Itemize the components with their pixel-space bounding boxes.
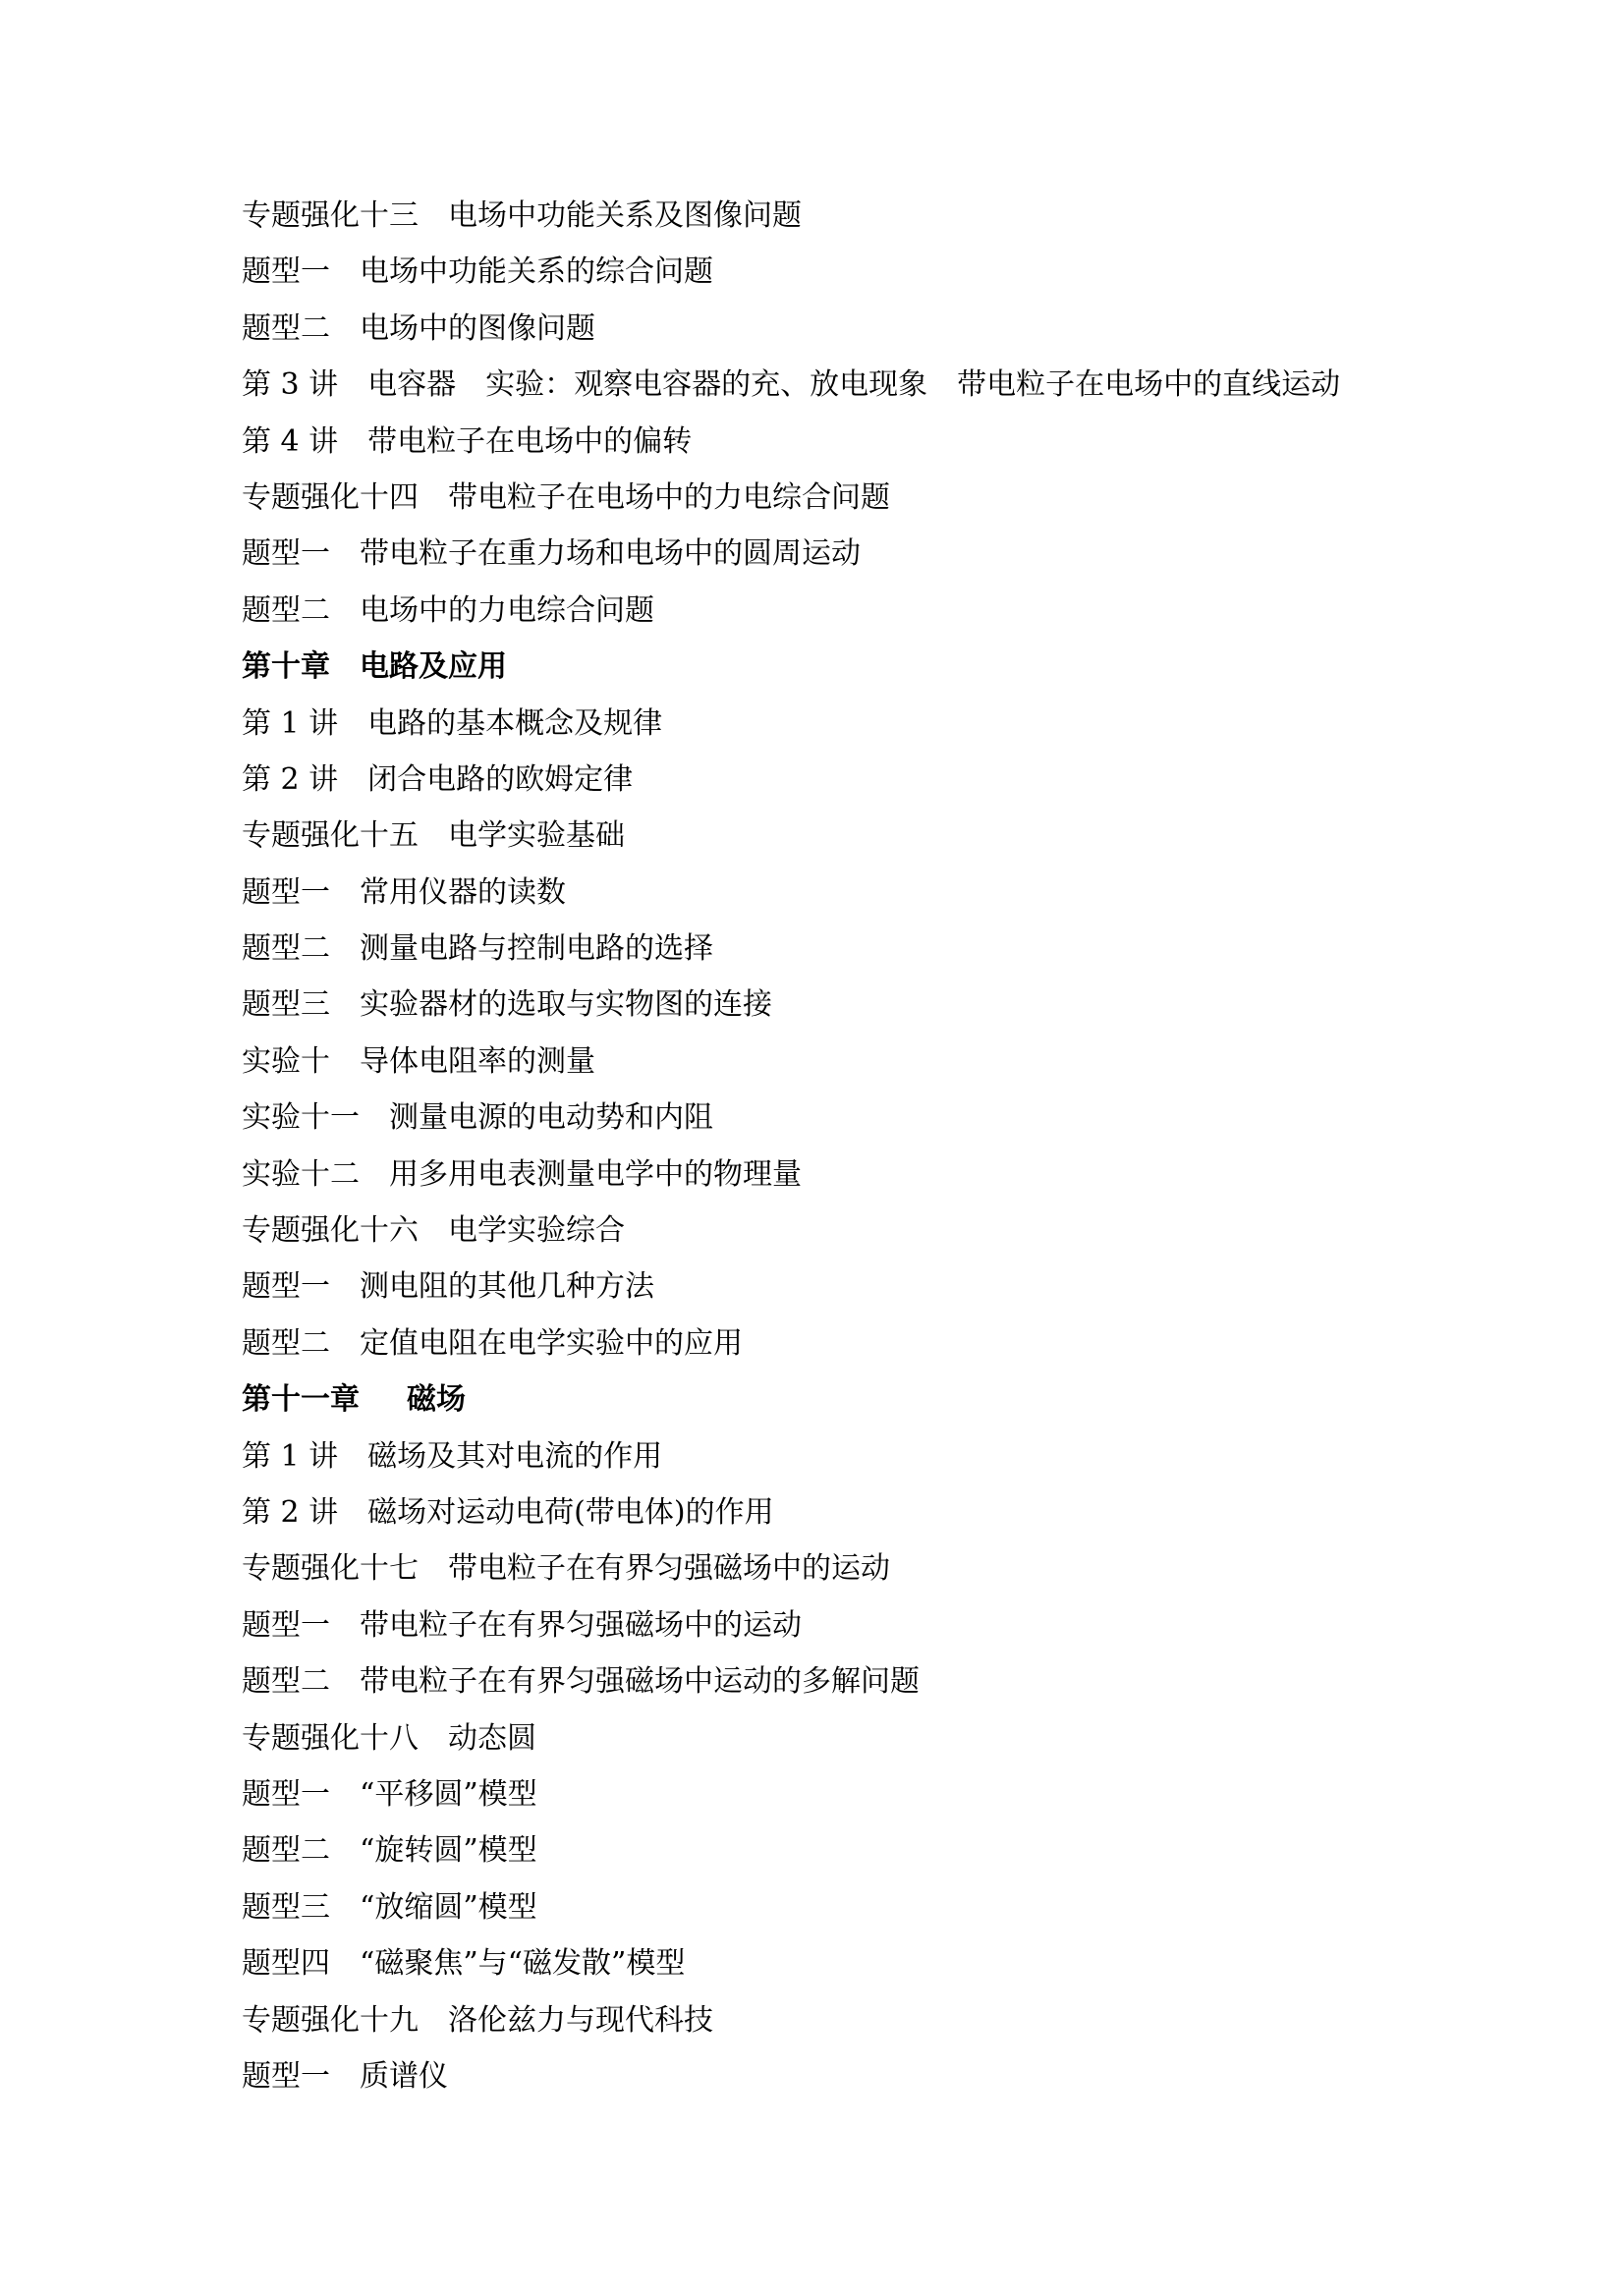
- toc-entry-label: 题型一: [242, 1269, 330, 1305]
- toc-entry: [242, 470, 1519, 526]
- toc-entry: [242, 1316, 1519, 1372]
- toc-entry: [242, 526, 1519, 582]
- toc-entry: [242, 1822, 1519, 1878]
- toc-entry: [242, 357, 1519, 413]
- toc-entry-label: 题型二: [242, 592, 330, 628]
- toc-entry-label: 题型二: [242, 1664, 330, 1700]
- toc-entry: [242, 1597, 1519, 1653]
- toc-entry: [242, 1540, 1519, 1596]
- toc-entry-title: 带电粒子在电场中的力电综合问题: [448, 479, 890, 515]
- toc-entry-title: 磁场: [407, 1382, 466, 1418]
- toc-entry-title: 磁场及其对电流的作用: [367, 1438, 663, 1474]
- toc-entry-title: 洛伦兹力与现代科技: [448, 2002, 713, 2038]
- toc-entry-label: 专题强化十三: [242, 198, 419, 233]
- toc-entry-label: 第 4 讲: [242, 423, 339, 459]
- toc-entry-label: 题型一: [242, 254, 330, 290]
- toc-entry-title: 电场中功能关系的综合问题: [360, 254, 713, 290]
- toc-entry-title: 电场中功能关系及图像问题: [448, 198, 802, 233]
- toc-entry-label: 题型一: [242, 874, 330, 910]
- toc-entry-title: 导体电阻率的测量: [360, 1043, 595, 1079]
- toc-entry-title: 磁场对运动电荷(带电体)的作用: [367, 1494, 774, 1530]
- toc-entry: [242, 921, 1519, 977]
- toc-entry-title: 电学实验综合: [448, 1213, 625, 1249]
- toc-entry-label: 第 3 讲: [242, 367, 339, 403]
- toc-entry: [242, 1653, 1519, 1709]
- toc-entry: [242, 865, 1519, 921]
- toc-entry-title: 电容器 实验：观察电容器的充、放电现象 带电粒子在电场中的直线运动: [367, 367, 1341, 403]
- toc-entry-label: 专题强化十六: [242, 1213, 419, 1249]
- toc-entry-label: 题型二: [242, 931, 330, 967]
- toc-entry: [242, 1259, 1519, 1315]
- toc-entry-label: 专题强化十九: [242, 2002, 419, 2038]
- toc-entry: [242, 301, 1519, 357]
- toc-entry: [242, 2048, 1519, 2104]
- toc-chapter-heading: [242, 639, 1519, 695]
- toc-entry-label: 题型二: [242, 1833, 330, 1869]
- toc-entry-label: 题型一: [242, 2058, 330, 2094]
- toc-entry: [242, 1992, 1519, 2048]
- toc-entry-title: 电学实验基础: [448, 818, 625, 854]
- toc-entry: [242, 1090, 1519, 1146]
- toc-entry-title: 带电粒子在有界匀强磁场中的运动: [360, 1607, 802, 1643]
- toc-entry-label: 第 1 讲: [242, 1438, 339, 1474]
- toc-entry-label: 实验十一: [242, 1100, 360, 1136]
- toc-entry-label: 题型二: [242, 310, 330, 346]
- toc-entry: [242, 977, 1519, 1033]
- toc-entry-title: 用多用电表测量电学中的物理量: [389, 1156, 802, 1192]
- toc-entry-title: “旋转圆”模型: [360, 1833, 537, 1869]
- toc-entry-title: 带电粒子在电场中的偏转: [367, 423, 693, 459]
- toc-entry: [242, 1879, 1519, 1935]
- toc-entry-label: 实验十二: [242, 1156, 360, 1192]
- toc-entry-title: 动态圆: [448, 1720, 536, 1756]
- toc-entry-title: 常用仪器的读数: [360, 874, 566, 910]
- toc-entry: [242, 1203, 1519, 1259]
- toc-entry-title: 闭合电路的欧姆定律: [367, 761, 634, 797]
- toc-entry-label: 题型一: [242, 1776, 330, 1812]
- toc-entry-label: 题型三: [242, 987, 330, 1023]
- table-of-contents: [242, 188, 1519, 2104]
- toc-entry: [242, 752, 1519, 808]
- toc-entry-label: 题型三: [242, 1889, 330, 1925]
- toc-entry: [242, 1147, 1519, 1203]
- toc-entry-title: “磁聚焦”与“磁发散”模型: [360, 1946, 686, 1982]
- toc-entry: [242, 1935, 1519, 1991]
- toc-entry-title: 质谱仪: [360, 2058, 448, 2094]
- toc-entry-title: “平移圆”模型: [360, 1776, 537, 1812]
- toc-entry-title: 电路及应用: [360, 649, 507, 685]
- toc-entry-label: 专题强化十四: [242, 479, 419, 515]
- toc-entry-title: 测量电路与控制电路的选择: [360, 931, 713, 967]
- toc-entry-title: 电场中的图像问题: [360, 310, 595, 346]
- toc-entry-label: 第十一章: [242, 1382, 360, 1418]
- toc-entry-title: 实验器材的选取与实物图的连接: [360, 987, 772, 1023]
- toc-entry-label: 专题强化十八: [242, 1720, 419, 1756]
- toc-entry-label: 题型二: [242, 1325, 330, 1361]
- toc-entry-label: 专题强化十七: [242, 1551, 419, 1587]
- toc-entry: [242, 696, 1519, 752]
- toc-entry: [242, 583, 1519, 639]
- toc-entry-label: 第 2 讲: [242, 761, 339, 797]
- toc-entry-title: 定值电阻在电学实验中的应用: [360, 1325, 743, 1361]
- toc-entry: [242, 1484, 1519, 1540]
- toc-entry-label: 题型一: [242, 536, 330, 572]
- toc-entry-label: 题型一: [242, 1607, 330, 1643]
- toc-entry-title: 电路的基本概念及规律: [367, 705, 663, 741]
- toc-entry-label: 第 1 讲: [242, 705, 339, 741]
- toc-entry: [242, 244, 1519, 300]
- toc-entry: [242, 1710, 1519, 1766]
- toc-chapter-heading: [242, 1372, 1519, 1428]
- toc-entry: [242, 1034, 1519, 1090]
- toc-entry-title: “放缩圆”模型: [360, 1889, 537, 1925]
- toc-entry: [242, 188, 1519, 244]
- toc-entry-title: 测电阻的其他几种方法: [360, 1269, 654, 1305]
- toc-entry-title: 带电粒子在有界匀强磁场中的运动: [448, 1551, 890, 1587]
- toc-entry-title: 带电粒子在重力场和电场中的圆周运动: [360, 536, 861, 572]
- toc-entry: [242, 1428, 1519, 1484]
- toc-entry-label: 题型四: [242, 1946, 330, 1982]
- toc-entry: [242, 808, 1519, 864]
- toc-entry: [242, 414, 1519, 470]
- toc-entry-label: 第十章: [242, 649, 330, 685]
- toc-entry-title: 测量电源的电动势和内阻: [389, 1100, 713, 1136]
- toc-entry-label: 专题强化十五: [242, 818, 419, 854]
- toc-entry: [242, 1766, 1519, 1822]
- toc-entry-title: 电场中的力电综合问题: [360, 592, 654, 628]
- toc-entry-label: 实验十: [242, 1043, 330, 1079]
- toc-entry-label: 第 2 讲: [242, 1494, 339, 1530]
- toc-entry-title: 带电粒子在有界匀强磁场中运动的多解问题: [360, 1664, 920, 1700]
